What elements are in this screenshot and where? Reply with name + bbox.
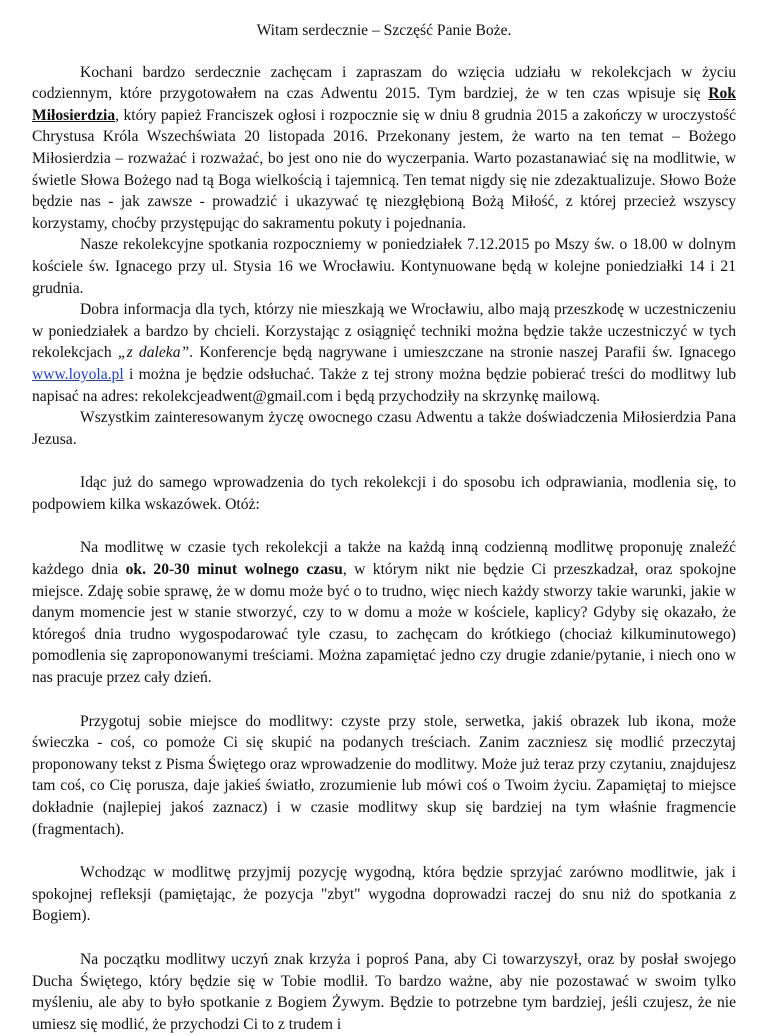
guidance-intro-section <box>32 472 736 515</box>
paragraph-wishes: Wszystkim zainteresowanym życzę owocnego czasu Adwentu a także doświadczenia Miłosierdzia Pana Jezusa. <box>32 409 736 448</box>
paragraph-prayer-beginning: Na początku modlitwy uczyń znak krzyża i poproś Pana, aby Ci towarzyszył, oraz by posłał swojego Ducha Świętego, który będzie się w Tobie modlił. To bardzo ważne, aby nie pozostawać w swoim tylko myśleniu, ale aby to było spotkanie z Bogiem Żywym. Będzie to potrzebne tym bardziej, jeśli czujesz, że nie umiesz się modlić, że przychodzi Ci to z trudem i <box>32 950 736 1033</box>
parish-website-link[interactable]: www.loyola.pl <box>32 365 124 383</box>
paragraph-remote-participation: Dobra informacja dla tych, którzy nie mieszkają we Wrocławiu, albo mają przeszkodę w uczestniczeniu w poniedziałek a bardzo by chcieli. Korzystając z osiągnięć techniki można będzie także uczestniczyć w tych rekolekcjach „z daleka”. Konferencje będą nagrywane i umieszczane na stronie naszej Parafii św. Ignacego www.loyola.pl i można je będzie odsłuchać. Także z tej strony można będzie pobierać treści do modlitwy lub napisać na adres: rekolekcjeadwent@gmail.com i będą przychodziły na skrzynkę mailową. <box>32 301 736 405</box>
year-of-mercy-emphasis: Rok Miłosierdzia <box>32 85 736 124</box>
paragraph-prayer-time: Na modlitwę w czasie tych rekolekcji a także na każdą inną codzienną modlitwę proponuję znaleźć każdego dnia ok. 20-30 minut wolnego czasu, w którym nikt nie będzie Ci przeszkadzał, oraz spokojne miejsce. Zdaję sobie sprawę, że w domu może być o to trudno, więc niech każdy stworzy takie warunki, jakie w danym momencie jest w stanie stworzyć, czy to w domu a może w kościele, kaplicy? Gdyby się okazało, że któregoś dnia trudno wygospodarować tyle czasu, to zachęcam do krótkiego (chociaż kilkuminutowego) pomodlenia się zaproponowanymi treściami. Można zapamiętać jedno czy drugie zdanie/pytanie, i niech ono w nas pracuje przez cały dzień. <box>32 539 736 687</box>
intro-section <box>32 62 736 451</box>
paragraph-schedule: Nasze rekolekcyjne spotkania rozpoczniemy w poniedziałek 7.12.2015 po Mszy św. o 18.00 w dolnym kościele św. Ignacego przy ul. Stysia 16 we Wrocławiu. Kontynuowane będą w kolejne poniedziałki 14 i 21 grudnia. <box>32 236 736 297</box>
paragraph-prayer-posture: Wchodząc w modlitwę przyjmij pozycję wygodną, która będzie sprzyjać zarówno modlitwie, jak i spokojnej refleksji (pamiętając, że pozycja "zbyt" wygodna doprowadzi raczej do snu niż do spotkania z Bogiem). <box>32 864 736 925</box>
posture-section <box>32 862 736 927</box>
beginning-section <box>32 949 736 1035</box>
from-afar-phrase: „z daleka” <box>117 344 190 362</box>
prayer-duration-emphasis: ok. 20-30 minut wolnego czasu <box>125 561 343 579</box>
paragraph-invitation: Kochani bardzo serdecznie zachęcam i zapraszam do wzięcia udziału w rekolekcjach w życiu codziennym, które przygotowałem na czas Adwentu 2015. Tym bardziej, że w ten czas wpisuje się Rok Miłosierdzia, który papież Franciszek ogłosi i rozpocznie się w dniu 8 grudnia 2015 a zakończy w uroczystość Chrystusa Króla Wszechświata 20 listopada 2016. Przekonany jestem, że warto na ten temat – Bożego Miłosierdzia – rozważać i rozważać, bo jest ono nie do wyczerpania. Warto pozastanawiać się na modlitwie, w świetle Słowa Bożego nad tą Boga wielkością i tajemnicą. Ten temat nigdy się nie zdezaktualizuje. Słowo Boże będzie nas - jak zawsze - prowadzić i ukazywać tę niezgłębioną Bożą Miłość, z której przecież wszyscy korzystamy, choćby przystępując do sakramentu pokuty i pojednania. <box>32 63 736 232</box>
page-title: Witam serdecznie – Szczęść Panie Boże. <box>256 22 512 39</box>
place-section <box>32 711 736 841</box>
time-section <box>32 537 736 688</box>
paragraph-prayer-place: Przygotuj sobie miejsce do modlitwy: czyste przy stole, serwetka, jakiś obrazek lub ikona, może świeczka - coś, co pomoże Ci się skupić na podanych treściach. Zanim zaczniesz się modlić przeczytaj proponowany tekst z Pisma Świętego oraz wprowadzenie do modlitwy. Może już teraz przy czytaniu, znajdujesz tam coś, co Cię porusza, daje jakieś światło, zrozumienie lub mówi coś o Twoim życiu. Zapamiętaj to miejsce dokładnie (najlepiej jakoś zaznacz) i w czasie modlitwy skup się bardziej na tym właśnie fragmencie (fragmentach). <box>32 712 736 838</box>
paragraph-guidance-intro: Idąc już do samego wprowadzenia do tych rekolekcji i do sposobu ich odprawiania, modlenia się, to podpowiem kilka wskazówek. Otóż: <box>32 474 736 513</box>
